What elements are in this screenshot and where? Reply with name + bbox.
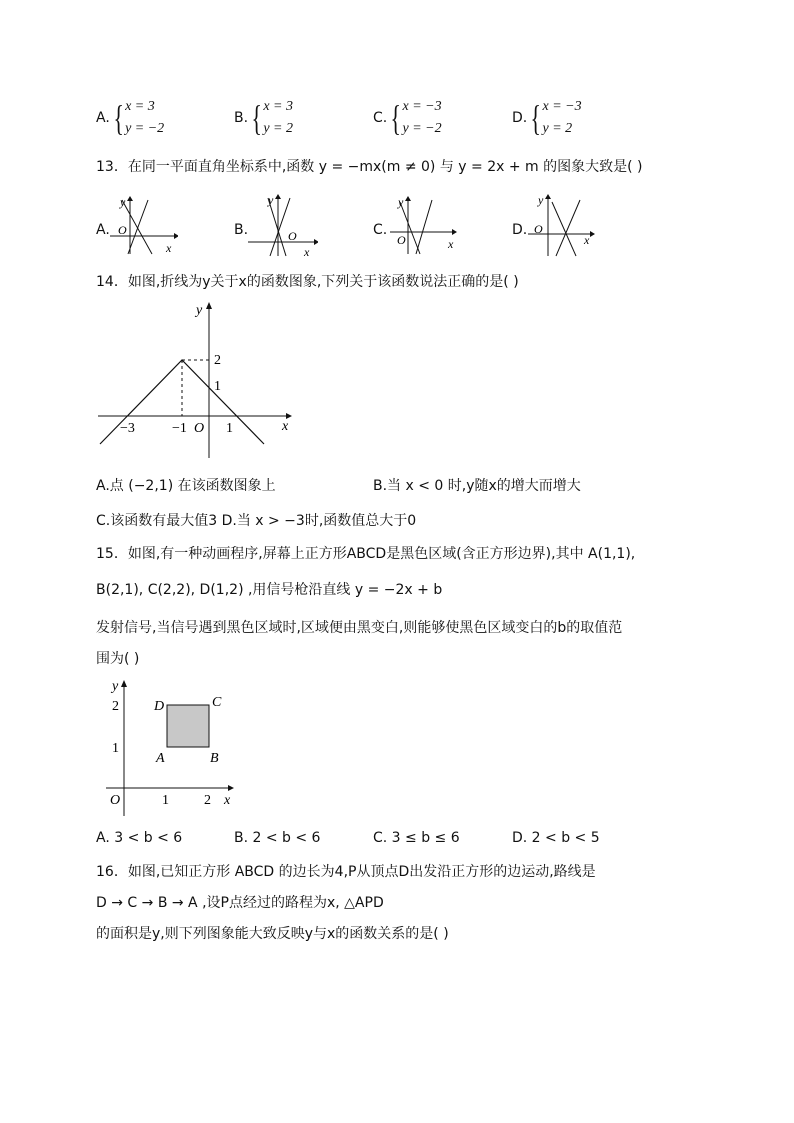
x-label: x (282, 419, 289, 434)
q12-b-eq2: y = 2 (263, 121, 294, 136)
q15-option-a[interactable]: A. 3 < b < 6 (96, 830, 183, 846)
q16-line-2: D → C → B → A ,设P点经过的路程为x, △APD (96, 895, 384, 911)
q12-d-eq1: x = −3 (542, 99, 582, 114)
q14-option-b[interactable]: B.当 x < 0 时,y随x的增大而增大 (373, 478, 581, 494)
q12-b-eq1: x = 3 (263, 99, 294, 114)
y-label: y (112, 679, 119, 694)
q12-option-b-label: B. (234, 110, 249, 126)
q14-question: 14．如图,折线为y关于x的函数图象,下列关于该函数说法正确的是( ) (96, 274, 519, 290)
tick-x-2: 2 (204, 793, 211, 808)
origin-label: O (288, 229, 297, 243)
tick-y-1: 1 (214, 379, 221, 394)
y-label: y (398, 195, 404, 209)
x-label: x (584, 233, 590, 247)
x-label: x (448, 237, 454, 251)
brace-icon: { (251, 98, 262, 138)
q12-option-d[interactable] (512, 96, 582, 140)
q12-c-eq2: y = −2 (402, 121, 442, 136)
black-region-square (167, 705, 209, 747)
tick-x-1: 1 (162, 793, 169, 808)
q13-graph-a (108, 192, 178, 258)
x-label: x (224, 793, 231, 808)
y-label: y (268, 193, 274, 207)
origin-label: O (194, 421, 205, 436)
q15-line-1: 15．如图,有一种动画程序,屏幕上正方形ABCD是黑色区域(含正方形边界),其中 A(1,1), (96, 546, 636, 562)
tick-x-1: 1 (226, 421, 233, 436)
q13-graph-d (526, 190, 598, 258)
point-c-label: C (212, 695, 222, 710)
q13-option-d-label: D. (512, 222, 528, 238)
x-label: x (304, 245, 310, 258)
y-label: y (120, 195, 126, 209)
q15-option-b[interactable]: B. 2 < b < 6 (234, 830, 321, 846)
tick-x-neg3: −3 (120, 421, 135, 436)
q15-line-4: 围为( ) (96, 651, 140, 667)
brace-icon: { (530, 98, 542, 138)
q12-option-d-label: D. (512, 110, 528, 126)
line-2 (128, 200, 148, 254)
origin-label: O (118, 223, 127, 237)
point-b-label: B (210, 751, 219, 766)
q12-option-a-label: A. (96, 110, 110, 126)
q15-line-3: 发射信号,当信号遇到黑色区域时,区域便由黑变白,则能够使黑色区域变白的b的取值范 (96, 620, 623, 636)
q15-option-d[interactable]: D. 2 < b < 5 (512, 830, 600, 846)
origin-label: O (397, 233, 406, 247)
q12-d-eq2: y = 2 (542, 121, 573, 136)
y-label: y (196, 303, 203, 318)
point-a-label: A (156, 751, 165, 766)
q16-line-3: 的面积是y,则下列图象能大致反映y与x的函数关系的是( ) (96, 926, 449, 942)
tick-y-1: 1 (112, 741, 119, 756)
q12-option-c-label: C. (373, 110, 388, 126)
q12-option-a[interactable] (96, 96, 164, 140)
brace-icon: { (113, 98, 124, 138)
x-label: x (166, 241, 172, 255)
tick-y-2: 2 (112, 699, 119, 714)
q13-option-a-label: A. (96, 222, 110, 238)
q14-option-a[interactable]: A.点 (−2,1) 在该函数图象上 (96, 478, 276, 494)
q13-option-b-label: B. (234, 222, 249, 238)
origin-label: O (110, 793, 121, 808)
q13-question: 13．在同一平面直角坐标系中,函数 y = −mx(m ≠ 0) 与 y = 2x + m 的图象大致是( ) (96, 159, 643, 175)
line-1 (552, 202, 576, 256)
line-2 (556, 200, 580, 256)
q13-option-c-label: C. (373, 222, 388, 238)
line-2 (416, 200, 432, 254)
q16-line-1: 16．如图,已知正方形 ABCD 的边长为4,P从顶点D出发沿正方形的边运动,路线是 (96, 864, 596, 880)
q13-graph-b (246, 190, 318, 258)
q15-line-2: B(2,1), C(2,2), D(1,2) ,用信号枪沿直线 y = −2x + b (96, 582, 443, 598)
q15-option-c[interactable]: C. 3 ≤ b ≤ 6 (373, 830, 460, 846)
q15-graph (100, 676, 240, 822)
origin-label: O (534, 222, 543, 236)
q12-a-eq2: y = −2 (125, 121, 165, 136)
q12-c-eq1: x = −3 (402, 99, 442, 114)
q13-graph-c (388, 192, 460, 258)
point-d-label: D (154, 699, 165, 714)
tick-x-neg1: −1 (172, 421, 187, 436)
q14-options-c-d[interactable]: C.该函数有最大值3 D.当 x > −3时,函数值总大于0 (96, 513, 417, 529)
q14-graph (96, 298, 302, 464)
q12-option-b[interactable] (234, 96, 293, 140)
q12-option-c[interactable] (373, 96, 442, 140)
y-label: y (538, 193, 544, 207)
brace-icon: { (390, 98, 402, 138)
tick-y-2: 2 (214, 353, 221, 368)
q12-a-eq1: x = 3 (125, 99, 155, 114)
